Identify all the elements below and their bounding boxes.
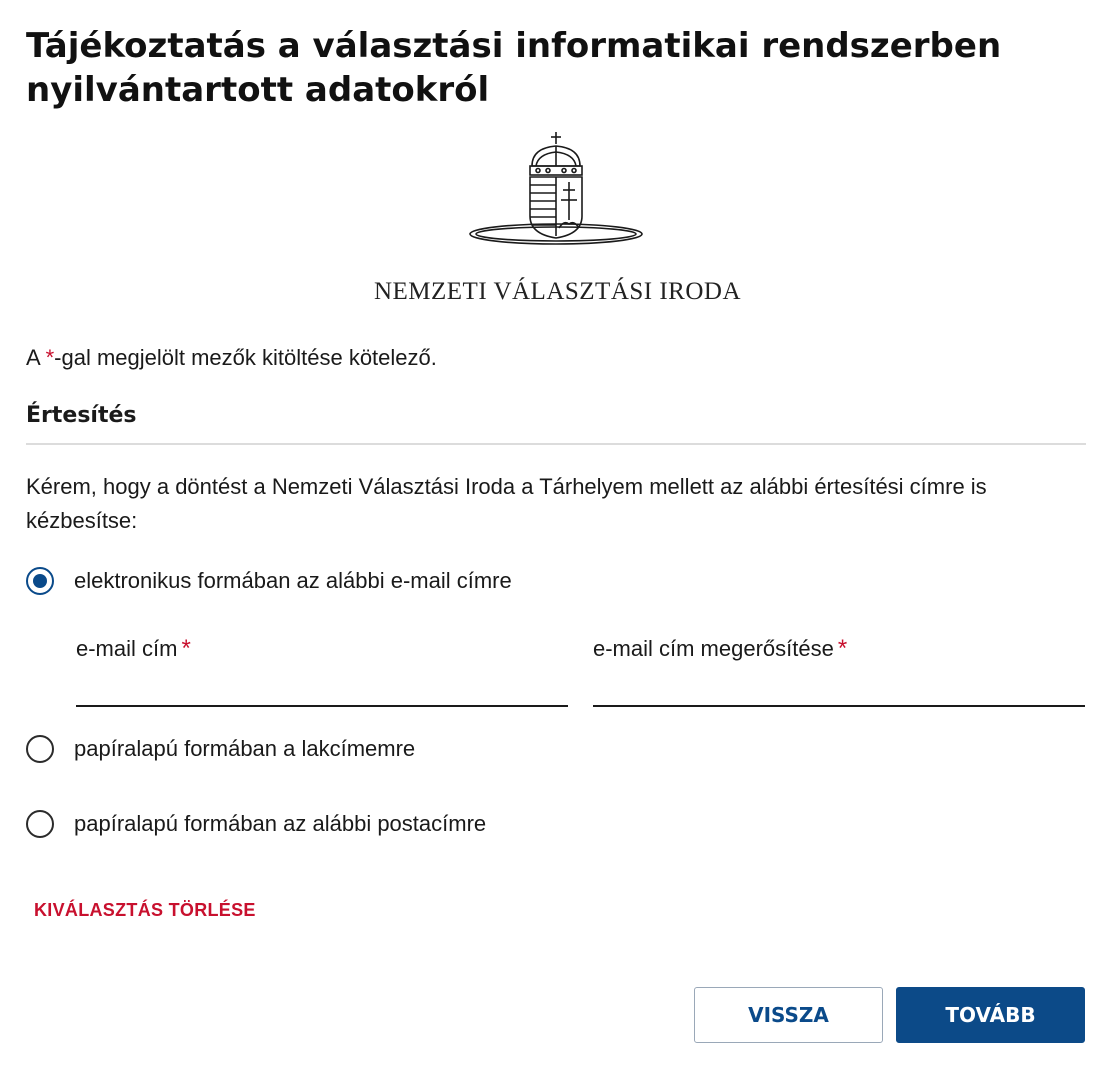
radio-button-selected[interactable] — [26, 567, 54, 595]
email-confirm-label-text: e-mail cím megerősítése — [593, 636, 834, 661]
next-button[interactable]: TOVÁBB — [896, 987, 1085, 1043]
required-star: * — [181, 635, 191, 662]
required-note-prefix: A — [26, 345, 46, 370]
option-postal-address-label: papíralapú formában az alábbi postacímre — [74, 811, 487, 836]
option-email[interactable] — [26, 564, 512, 598]
email-field-group — [76, 633, 568, 665]
back-button[interactable]: VISSZA — [694, 987, 883, 1043]
clear-selection-link[interactable]: KIVÁLASZTÁS TÖRLÉSE — [34, 900, 256, 920]
coat-of-arms-icon — [466, 130, 646, 250]
email-input[interactable] — [76, 673, 568, 707]
required-star: * — [837, 635, 848, 662]
page-title: Tájékoztatás a választási informatikai rendszerben nyilvántartott adatokról — [26, 26, 1002, 110]
email-field-label — [76, 633, 568, 665]
option-email-label: elektronikus formában az alábbi e-mail címre — [74, 568, 512, 593]
organization-name: NEMZETI VÁLASZTÁSI IRODA — [373, 278, 742, 305]
email-label-text: e-mail cím — [76, 636, 178, 661]
option-home-address[interactable] — [26, 732, 415, 766]
page — [26, 0, 1086, 1080]
email-confirm-field-group — [593, 633, 1085, 665]
radio-button[interactable] — [26, 735, 54, 763]
required-note-suffix: -gal megjelölt mezők kitöltése kötelező. — [54, 345, 437, 370]
required-fields-note — [26, 344, 437, 372]
email-confirm-field-label — [593, 633, 1085, 665]
section-title: Értesítés — [26, 403, 137, 428]
required-star: * — [45, 345, 55, 370]
radio-button[interactable] — [26, 810, 54, 838]
option-postal-address[interactable] — [26, 807, 486, 841]
option-home-address-label: papíralapú formában a lakcímemre — [74, 736, 416, 761]
intro-text: Kérem, hogy a döntést a Nemzeti Választási Iroda a Tárhelyem mellett az alábbi értesítési címre is kézbesítse: — [26, 474, 987, 533]
section-divider — [26, 443, 1086, 445]
email-confirm-input[interactable] — [593, 673, 1085, 707]
